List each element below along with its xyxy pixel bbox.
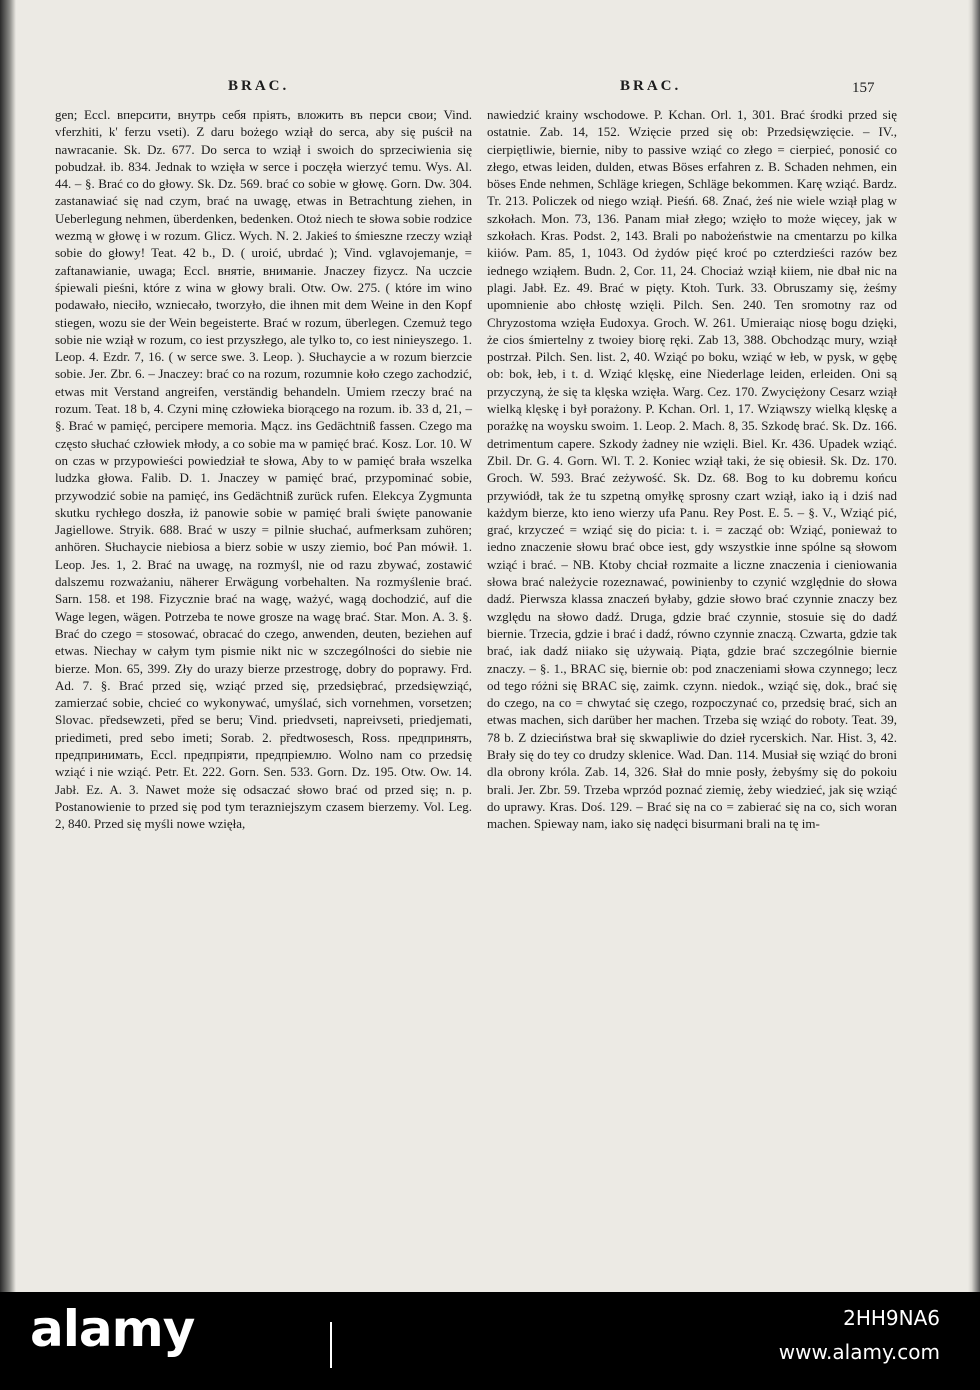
right-text-column (487, 106, 897, 832)
logo-divider (330, 1322, 332, 1368)
page-number: 157 (852, 80, 875, 96)
site-url: www.alamy.com (778, 1340, 940, 1364)
left-column-paragraph: gen; Eccl. вперсити, внутрь себя прiять, вложить въ перси свои; Vind. vferzhiti, k' ferzu vseti). Z daru bożego wziął do serca, aby się puścił na nawracanie. Sk. Dz. 677. Do serca to wziął i swoich do sprzeciwienia się pobudzał. ib. 834. Jednak to wzięła w serce i poczęła wierzyć temu. Wys. Al. 44. – §. Brać co do głowy. Sk. Dz. 569. brać co sobie w głowę. Gorn. Dw. 304. zastanawiać się nad czym, brać na uwagę, etwas in Betrachtung ziehen, in Ueberlegung nehmen, überdenken, bedenken. Otoż niech te słowa sobie rodzice wezmą w głowę i w rozum. Glicz. Wych. N. 2. Jakieś to śmieszne rzeczy wziął sobie do głowy! Teat. 42 b., D. ( uroić, ubrdać ); Vind. vglavojemanje, = zaftanawianie, uwaga; Eccl. внятiе, вниманiе. Jnaczey fizycz. Na uczcie śpiewali pieśni, które z wina w głowy brali. Otw. Ow. 275. ( które im wino podawało, nieciło, wzniecało, tworzyło, die ihnen mit dem Weine in den Kopf stiegen, wozu sie der Wein begeisterte. Brać w rozum, überlegen. Czemuż tego sobie nie wziął w rozum, co iest przyszłego, ale tylko to, co iest ninieyszego. 1. Leop. 4. Ezdr. 7, 16. ( w serce swe. 3. Leop. ). Słuchaycie a w rozum bierzcie sobie. Jer. Zbr. 6. – Jnaczey: brać co na rozum, rozumnie koło czego zachodzić, etwas mit Verstand angreifen, verständig behandeln. Umiem rzeczy brać na rozum. Teat. 18 b, 4. Czyni minę człowieka biorącego na rozum. ib. 33 d, 21, – §. Brać w pamięć, percipere memoria. Mącz. ins Gedächtniß fassen. Czego ma często słuchać człowiek młody, a co sobie ma w pamięć brać. Kosz. Lor. 10. W on czas w przypowieści powiedział te słowa, Aby to w pamięć brała wszelka ludzka głowa. Falib. D. 1. Jnaczey w pamięć brać, przypominać sobie, przywodzić sobie na pamięć, ins Gedächtniß zurück rufen. Elekcya Zygmunta skutku rychłego doszła, iż panowie sobie w pamięć brali święte panowanie Jagiellowe. Stryik. 688. Brać w uszy = pilnie słuchać, aufmerksam zuhören; anhören. Słuchaycie niebiosa a bierz sobie w uszy ziemio, boć Pan mówił. 1. Leop. Jes. 1, 2. Brać na uwagę, na rozmyśl, nie od razu zbywać, zostawić dalszemu rozważaniu, näherer Erwägung vorbehalten. Na rozmyślenie brać. Sarn. 158. et 198. Fizycznie brać na wagę, ważyć, wagą dochodzić, auf die Wage legen, wägen. Potrzeba te nowe grosze na wagę brać. Star. Mon. A. 3. §. Brać do czego = stosować, obracać do czego, anwenden, deuten, beziehen auf etwas. Niechay w całym tym pismie nikt nic w szczególności do siebie nie bierze. Mon. 65, 399. Zły do urazy bierze przestrogę, dobry do poprawy. Frd. Ad. 7. §. Brać przed się, wziąć przed się, przedsiębrać, przedsięwziąć, zamierzać sobie, chcieć co wykonywać, umyślać, sich vornehmen, vorsetzen; Slovac. předsewzeti, před se beru; Vind. priedvseti, napreivseti, priedjemati, priedimeti, pred sebo imeti; Sorab. 2. předtwosesch, Ross. предпринять, предпринимать, Eccl. предпрiяти, предпрiемлю. Wolno nam co przedsię wziąć i nie wziąć. Petr. Et. 222. Gorn. Sen. 533. Gorn. Dz. 195. Otw. Ow. 14. Jabł. Ez. A. 3. Nawet może się odsaczać słowo brać od przed się; n. p. Postanowienie to przed się pod tym terazniejszym czasem bierzemy. Vol. Leg. 2, 840. Przed się myśli nowe wzięła, (55, 107, 472, 832)
running-header-right: BRAC. (620, 78, 682, 94)
running-header-left: BRAC. (228, 78, 290, 94)
left-text-column (55, 106, 472, 832)
image-id: 2HH9NA6 (843, 1306, 940, 1330)
binding-shadow (0, 0, 16, 1292)
alamy-logo: alamy (30, 1300, 195, 1358)
page-edge-shadow (968, 0, 980, 1292)
right-column-paragraph: nawiedzić krainy wschodowe. P. Kchan. Orl. 1, 301. Brać środki przed się ostatnie. Zab. 14, 152. Wzięcie przed się ob: Przedsięwzięcie. – IV., cierpiętliwie, biernie, niby to passive wziąć co złego = cierpieć, ponosić co złego, etwas leiden, dulden, etwas Böses erfahren z. B. Schaden nehmen, ein böses Ende nehmen, Schläge kriegen, Schläge bekommen. Karę wziąć. Bardz. Tr. 213. Policzek od niego wziął. Pieśń. 68. Znać, żeś nie wiele wziął plag w szkołach. Mon. 73, 136. Panam miał złego; wzięło to może więcey, jak w szkołach. Kras. Podst. 2, 143. Brali po nabożeństwie na cmentarzu po kilka kiiów. Pam. 85, 1, 1043. Od żydów pięć kroć po czterdzieści razów bez iednego wziąłem. Budn. 2, Cor. 11, 24. Chociaż wziął kiiem, nie dbał nic na plagi. Jabł. Ez. 49. Brać w pięty. Ktoh. Turk. 33. Obruszamy się, żeśmy upomnienie abo chłostę wzięli. Pilch. Sen. 240. Ten sromotny raz od Chryzostoma wzięła Eudoxya. Groch. W. 261. Umieraiąc niosę bogu dzięki, że cios śmiertelny z twoiey biorę ręki. Zab 13, 388. Obchodząc mury, wziął postrzał. Pilch. Sen. list. 2, 40. Wziąć po boku, wziąć w łeb, w pysk, w gębę ob: bok, łeb, i t. d. Wziąć klęskę, eine Niederlage leiden, erleiden. Oni są przyczyną, że się ta klęska wzięła. Warg. Cez. 170. Zwyciężony Cesarz wziął wielką klęskę i był porażony. P. Kchan. Orl. 1, 17. Wziąwszy wielką klęskę a porażkę na woysku swoim. 1. Leop. 2. Mach. 8, 35. Szkodę brać. Sk. Dz. 166. detrimentum capere. Szkody żadney nie wzięli. Biel. Kr. 436. Upadek wziąć. Zbil. Dr. G. 4. Gorn. Wl. T. 2. Koniec wziął taki, że się obiesił. Sk. Dz. 170. Groch. W. 593. Brać zeżywość. Sk. Dz. 68. Bog to ku dobremu końcu przywiódł, tak że tu szpetną omyłkę sprosny czart wziął, iako ią i dziś nad każdym bierze, kto ieno wierzy ufa Panu. Rey Post. E. 5. – §. V., Wziąć pić, grać, krzyczeć = wziąć się do picia: t. i. = zacząć ob: Wziąć, ponieważ to iedno znaczenie słowu brać obce iest, gdy wszystkie inne spólne są słowom wziąć i brać. – NB. Ktoby chciał rozmaite a liczne znaczenia i cieniowania słowa brać należycie rozeznawać, powinienby to czynić względnie do słowa dadź. Pierwsza klassa znaczeń byłaby, gdzie słowo brać czynnie znaczy bez względu na słowo dadź. Druga, gdzie brać czynnie, stosuie się do dadź biernie. Trzecia, gdzie i brać i dadź, równo czynnie znaczą. Czwarta, gdzie tak brać, iak dadź niiako się używaią. Piąta, gdzie brać szczególnie biernie znaczy. – §. 1., BRAC się, biernie ob: pod znaczeniami słowa czynnego; lecz od tego różni się BRAC się, zaimk. czynn. niedok., wziąć się, dok., brać się do czego, na co = chwytać się czego, rozpoczynać co, przedsię brać, sich an etwas machen, sich darüber her machen. Trzeba się wziąć do roboty. Teat. 39, 78 b. Z dzieciństwa brał się skwapliwie do dzieł rycerskich. Nar. Hist. 3, 42. Brały się do tey co drudzy sklenice. Wad. Dan. 114. Musiał się wziąć do broni dla obrony króla. Zab. 14, 326. Słał do mnie posły, żebyśmy się do pokoiu brali. Jer. Zbr. 59. Trzeba wprzód poznać ziemię, żeby wiedzieć, jak się wziąć do uprawy. Kras. Doś. 129. – Brać się na co = zabierać się na co, sich woran machen. Spieway nam, iako się nadęci bisurmani brali na tę im- (487, 107, 897, 832)
